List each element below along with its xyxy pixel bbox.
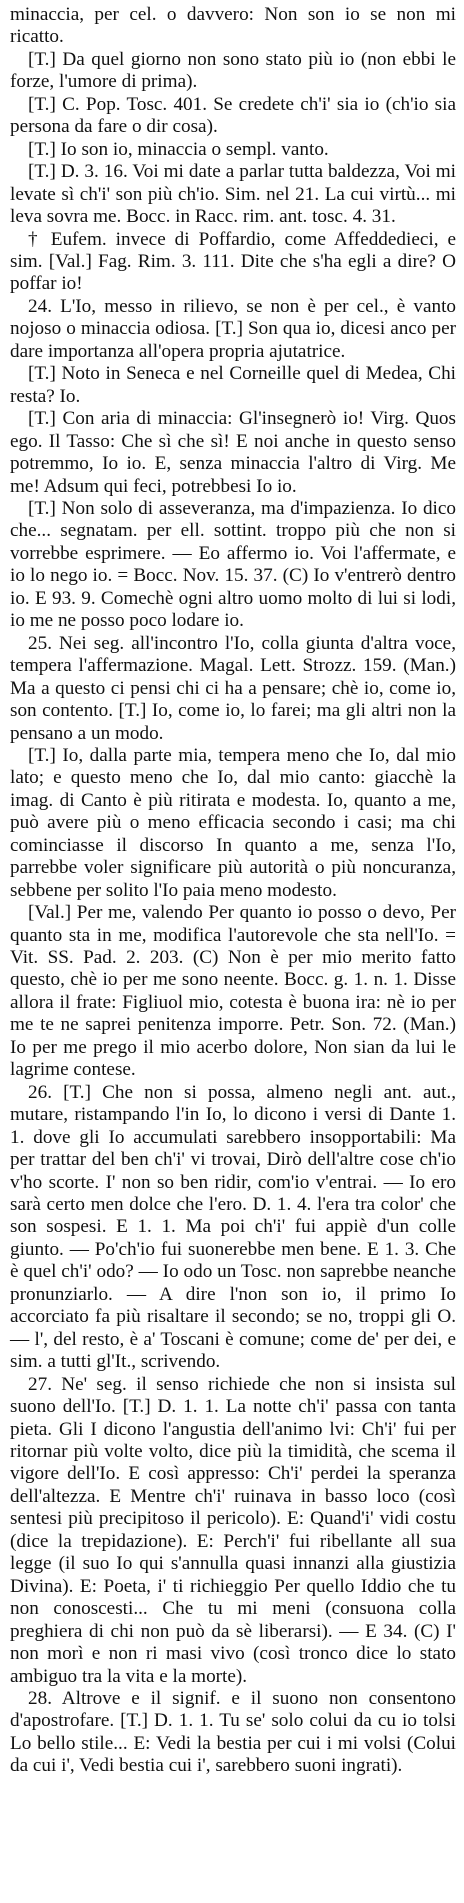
usage-note-lost-self: [T.] Da quel giorno non sono stato più io (non ebbi le forze, l'umore di prima). (10, 48, 456, 93)
section-27: 27. Ne' seg. il senso richiede che non si insista sul suono dell'Io. [T.] D. 1. 1. La notte ch'i' passa con tanta pieta. Gli I dicono l'angustia dell'animo lvi: Ch'i' fui per ritornar più volte volto, dice più la timidità, che scema il vigore dell'Io. E così appresso: Ch'i' perdei la speranza dell'altezza. E Mentre ch'i' ruinava in basso loco (così sentesi più precipitoso il pericolo). E: Quand'i' vidi costu (dice la trepidazione). E: Perch'i' fui ribellante all sua legge (il suo Io qui s'annulla quasi innanzi alla giustizia Divina). E: Poeta, i' ti richieggio Per quello Iddio che tu non conoscesti... Che tu mi meni (consuona colla preghiera di chi non può da sè liberarsi). — E 34. (C) I' non morì e non ri masi vivo (così tronco dice lo stato ambiguo tra la vita e la morte). (10, 1373, 456, 1687)
usage-note-euphemism: † Eufem. invece di Poffardio, come Affeddedieci, e sim. [Val.] Fag. Rim. 3. 111. Dite che s'ha egli a dire? O poffar io! (10, 228, 456, 295)
entry-continuation-line: minaccia, per cel. o davvero: Non son io se non mi ricatto. (10, 4, 456, 48)
usage-note-per-me: [Val.] Per me, valendo Per quanto io posso o devo, Per quanto sta in me, modifica l'autorevole che sta nell'Io. = Vit. SS. Pad. 2. 203. (C) Non è per mio merito fatto questo, chè io per me sono neente. Bocc. g. 1. n. 1. Disse allora il frate: Figliuol mio, cotesta è buona ira: nè io per me te ne saprei penitenza imporre. Petr. Son. 72. (Man.) Io per me prego il mio acerbo dolore, Non sian da lui le lagrime contese. (10, 902, 456, 1081)
usage-note-dalla-parte-mia: [T.] Io, dalla parte mia, tempera meno che Io, dal mio lato; e questo meno che Io, dal mio canto: giacchè la imag. di Canto è più ritirata e modesta. Io, quanto a me, può avere più o meno efficacia secondo i casi; ma chi cominciasse il discorso In quanto a me, senza l'Io, parrebbe voler significare più autorità o più noncuranza, sebbene per solito l'Io paia meno modesto. (10, 744, 456, 901)
usage-note-quos-ego: [T.] Con aria di minaccia: Gl'insegnerò io! Virg. Quos ego. Il Tasso: Che sì che sì! E noi anche in questo senso potremmo, Io io. E, senza minaccia l'altro di Virg. Me me! Adsum qui feci, potrebbesi Io io. (10, 408, 456, 497)
section-26: 26. [T.] Che non si possa, almeno negli ant. aut., mutare, ristampando l'in Io, lo dicono i versi di Dante 1. 1. dove gli Io accumulati sarebbero insopportabili: Ma per trattar del ben ch'i' vi trovai, Dirò dell'altre cose ch'io v'ho scorte. I' non so ben ridir, com'io v'entrai. — Io ero sarà certo men dolce che l'ero. D. 1. 4. l'era tra color' che son sospesi. E 1. 1. Ma poi ch'i' fui appiè d'un colle giunto. — Po'ch'io fui suonerebbe men bene. E 1. 3. Che è quel ch'i' odo? — Io odo un Tosc. non saprebbe neanche pronunziarlo. — A dire l'non son io, il primo Io accorciato fa più risaltare il secondo; se no, troppi gli O. — l', del resto, è a' Toscani è comune; come de' per dei, e sim. a tutti gl'It., scrivendo. (10, 1081, 456, 1373)
section-25: 25. Nei seg. all'incontro l'Io, colla giunta d'altra voce, tempera l'affermazione. Magal. Lett. Strozz. 159. (Man.) Ma a questo ci pensi chi ci ha a pensare; chè io, come io, son contento. [T.] Io, come io, lo farei; ma gli altri non la pensano a un modo. (10, 632, 456, 744)
usage-note-medea: [T.] Noto in Seneca e nel Corneille quel di Medea, Chi resta? Io. (10, 363, 456, 407)
section-28: 28. Altrove e il signif. e il suono non consentono d'apostrofare. [T.] D. 1. 1. Tu se' solo colui da cu io tolsi Lo bello stile... E: Vedi la bestia per cui i mi volsi (Colui da cui i', Vedi bestia cui i', sarebbero suoni ingrati). (10, 1687, 456, 1777)
usage-note-popular-tuscan: [T.] C. Pop. Tosc. 401. Se credete ch'i' sia io (ch'io sia persona da fare o dir cosa). (10, 93, 456, 138)
usage-note-impatience: [T.] Non solo di asseveranza, ma d'impazienza. Io dico che... segnatam. per ell. sottint. troppo più che non si vorrebbe esprimere. — Eo affermo io. Voi l'affermate, e io lo nego io. = Bocc. Nov. 15. 37. (C) Io v'entrerò dentro io. E 93. 9. Comechè ogni altro uomo molto di lui si lodi, io me ne posso poco lodare io. (10, 497, 456, 632)
usage-note-threat-or-boast: [T.] Io son io, minaccia o sempl. vanto. (28, 138, 329, 160)
section-24: 24. L'Io, messo in rilievo, se non è per cel., è vanto nojoso o minaccia odiosa. [T.] Son qua io, dicesi anco per dare importanza all'opera propria ajutatrice. (10, 295, 456, 362)
usage-note-dante-citation: [T.] D. 3. 16. Voi mi date a parlar tutta baldezza, Voi mi levate sì ch'i' son più ch'io. Sim. nel 21. La cui virtù... mi leva sovra me. Bocc. in Racc. rim. ant. tosc. 4. 31. (10, 161, 456, 228)
